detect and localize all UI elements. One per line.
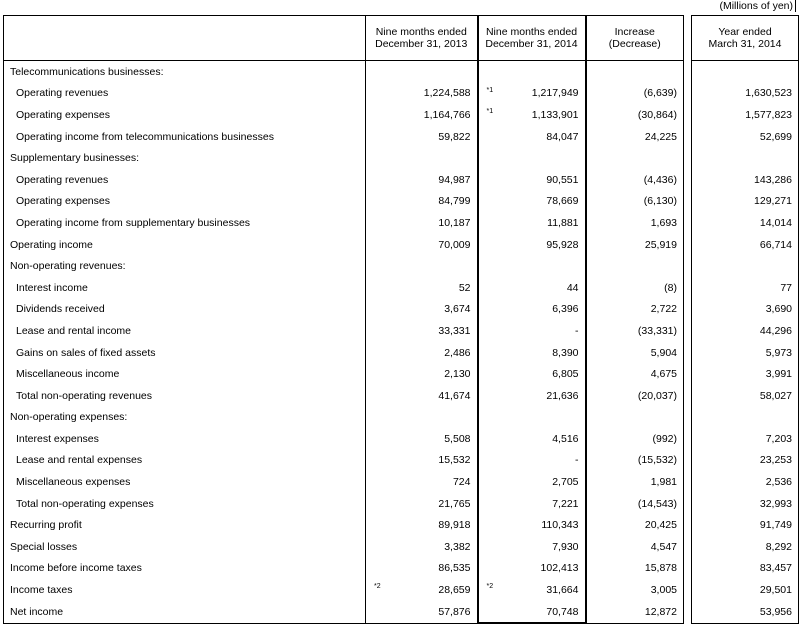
cell-value: 11,881 <box>547 216 579 229</box>
table-row <box>4 169 799 191</box>
cell-year-ended-2014: 1,577,823 <box>692 104 799 126</box>
cell-increase-decrease: (6,639) <box>586 83 684 105</box>
cell-nine-months-2013 <box>366 83 478 105</box>
cell-value: 21,765 <box>438 497 471 510</box>
cell-increase-decrease: 4,675 <box>586 363 684 385</box>
cell-year-ended-2014: 32,993 <box>692 493 799 515</box>
cell-year-ended-2014: 129,271 <box>692 191 799 213</box>
cell-nine-months-2013 <box>366 169 478 191</box>
cell-value: 1,133,901 <box>531 108 579 121</box>
header-gap <box>684 16 692 61</box>
cell-increase-decrease: (992) <box>586 428 684 450</box>
cell-nine-months-2013 <box>366 61 478 83</box>
cell-value: 1,164,766 <box>423 108 471 121</box>
cell-year-ended-2014: 23,253 <box>692 450 799 472</box>
column-gap <box>684 299 692 321</box>
cell-increase-decrease: 2,722 <box>586 299 684 321</box>
footnote-marker: *2 <box>486 583 494 591</box>
header-col2-text: Nine months ended December 31, 2014 <box>485 26 578 50</box>
cell-increase-decrease: (6,130) <box>586 191 684 213</box>
column-gap <box>684 191 692 213</box>
table-row <box>4 363 799 385</box>
table-row <box>4 579 799 601</box>
row-label: Total non-operating expenses <box>4 493 366 515</box>
cell-value: 7,221 <box>552 497 579 510</box>
header-col2 <box>478 16 586 61</box>
cell-increase-decrease <box>586 61 684 83</box>
cell-nine-months-2014 <box>478 104 586 126</box>
cell-nine-months-2013 <box>366 579 478 601</box>
cell-value: 90,551 <box>546 173 579 186</box>
cell-value: 2,705 <box>552 476 579 489</box>
row-label: Income taxes <box>4 579 366 601</box>
cell-nine-months-2014 <box>478 212 586 234</box>
header-label-cell <box>4 16 366 61</box>
column-gap <box>684 212 692 234</box>
cell-year-ended-2014: 83,457 <box>692 558 799 580</box>
row-label: Income before income taxes <box>4 558 366 580</box>
column-gap <box>684 407 692 429</box>
units-text: (Millions of yen) <box>719 0 796 12</box>
cell-nine-months-2014 <box>478 407 586 429</box>
cell-year-ended-2014: 66,714 <box>692 234 799 256</box>
cell-year-ended-2014: 3,991 <box>692 363 799 385</box>
cell-nine-months-2014 <box>478 126 586 148</box>
cell-year-ended-2014 <box>692 407 799 429</box>
cell-value: 70,009 <box>438 238 471 251</box>
row-label: Non-operating expenses: <box>4 407 366 429</box>
cell-nine-months-2013 <box>366 234 478 256</box>
header-col4-text: Year ended March 31, 2014 <box>708 26 782 50</box>
cell-increase-decrease: 15,878 <box>586 558 684 580</box>
table-row <box>4 428 799 450</box>
cell-increase-decrease <box>586 407 684 429</box>
cell-value: 7,930 <box>552 540 579 553</box>
cell-nine-months-2013 <box>366 385 478 407</box>
income-statement-table <box>3 15 799 624</box>
table-row <box>4 493 799 515</box>
row-label: Operating expenses <box>4 104 366 126</box>
cell-increase-decrease: (4,436) <box>586 169 684 191</box>
table-row <box>4 61 799 83</box>
cell-year-ended-2014 <box>692 255 799 277</box>
cell-value: 86,535 <box>438 562 471 575</box>
cell-nine-months-2013 <box>366 363 478 385</box>
column-gap <box>684 320 692 342</box>
row-label: Net income <box>4 601 366 624</box>
cell-increase-decrease: (14,543) <box>586 493 684 515</box>
cell-year-ended-2014: 143,286 <box>692 169 799 191</box>
cell-increase-decrease: (8) <box>586 277 684 299</box>
cell-value: - <box>575 454 579 467</box>
cell-nine-months-2014 <box>478 320 586 342</box>
cell-value: 2,486 <box>444 346 471 359</box>
cell-value: 2,130 <box>444 368 471 381</box>
cell-nine-months-2013 <box>366 450 478 472</box>
cell-value: 3,674 <box>444 303 471 316</box>
table-row <box>4 514 799 536</box>
cell-year-ended-2014: 58,027 <box>692 385 799 407</box>
cell-nine-months-2014 <box>478 342 586 364</box>
table-row <box>4 536 799 558</box>
cell-nine-months-2014 <box>478 83 586 105</box>
table-row <box>4 342 799 364</box>
cell-nine-months-2013 <box>366 514 478 536</box>
cell-increase-decrease: (30,864) <box>586 104 684 126</box>
row-label: Lease and rental expenses <box>4 450 366 472</box>
cell-value: 724 <box>452 476 471 489</box>
column-gap <box>684 601 692 624</box>
header-col1-text: Nine months ended December 31, 2013 <box>375 26 468 50</box>
cell-nine-months-2014 <box>478 277 586 299</box>
column-gap <box>684 450 692 472</box>
cell-nine-months-2013 <box>366 320 478 342</box>
cell-year-ended-2014 <box>692 147 799 169</box>
header-col1 <box>366 16 478 61</box>
row-label: Non-operating revenues: <box>4 255 366 277</box>
column-gap <box>684 385 692 407</box>
cell-value: 84,799 <box>438 195 471 208</box>
cell-increase-decrease: 4,547 <box>586 536 684 558</box>
column-gap <box>684 234 692 256</box>
cell-value: 102,413 <box>540 562 579 575</box>
cell-increase-decrease: 1,693 <box>586 212 684 234</box>
column-gap <box>684 514 692 536</box>
cell-value: 59,822 <box>438 130 471 143</box>
column-gap <box>684 104 692 126</box>
column-gap <box>684 363 692 385</box>
cell-year-ended-2014: 29,501 <box>692 579 799 601</box>
table-row <box>4 126 799 148</box>
row-label: Operating income from supplementary businesses <box>4 212 366 234</box>
cell-nine-months-2014 <box>478 579 586 601</box>
cell-nine-months-2014 <box>478 471 586 493</box>
cell-value: - <box>575 324 579 337</box>
cell-value: 57,876 <box>438 605 471 618</box>
table-row <box>4 255 799 277</box>
row-label: Operating revenues <box>4 83 366 105</box>
row-label: Miscellaneous expenses <box>4 471 366 493</box>
table-row <box>4 191 799 213</box>
cell-year-ended-2014: 91,749 <box>692 514 799 536</box>
row-label: Supplementary businesses: <box>4 147 366 169</box>
cell-increase-decrease <box>586 147 684 169</box>
cell-nine-months-2013 <box>366 212 478 234</box>
cell-nine-months-2013 <box>366 601 478 624</box>
cell-value: 3,382 <box>444 540 471 553</box>
column-gap <box>684 428 692 450</box>
cell-value: 6,805 <box>552 368 579 381</box>
cell-nine-months-2014 <box>478 601 586 624</box>
cell-nine-months-2014 <box>478 493 586 515</box>
cell-increase-decrease: 20,425 <box>586 514 684 536</box>
cell-value: 41,674 <box>438 389 471 402</box>
cell-nine-months-2014 <box>478 147 586 169</box>
cell-nine-months-2014 <box>478 558 586 580</box>
cell-year-ended-2014: 1,630,523 <box>692 83 799 105</box>
cell-increase-decrease: 3,005 <box>586 579 684 601</box>
cell-value: 44 <box>566 281 579 294</box>
cell-nine-months-2014 <box>478 385 586 407</box>
table-row <box>4 558 799 580</box>
column-gap <box>684 277 692 299</box>
footnote-marker: *2 <box>374 583 381 591</box>
row-label: Operating income <box>4 234 366 256</box>
cell-increase-decrease: 25,919 <box>586 234 684 256</box>
cell-year-ended-2014: 77 <box>692 277 799 299</box>
table-row <box>4 83 799 105</box>
cell-value: 84,047 <box>546 130 579 143</box>
row-label: Special losses <box>4 536 366 558</box>
header-row <box>4 16 799 61</box>
column-gap <box>684 493 692 515</box>
cell-nine-months-2013 <box>366 255 478 277</box>
footnote-marker: *1 <box>486 86 494 94</box>
cell-nine-months-2014 <box>478 428 586 450</box>
cell-nine-months-2014 <box>478 169 586 191</box>
row-label: Operating income from telecommunications businesses <box>4 126 366 148</box>
column-gap <box>684 83 692 105</box>
cell-value: 78,669 <box>546 195 579 208</box>
cell-year-ended-2014: 52,699 <box>692 126 799 148</box>
table-row <box>4 277 799 299</box>
cell-nine-months-2014 <box>478 363 586 385</box>
table-row <box>4 385 799 407</box>
table-row <box>4 320 799 342</box>
cell-nine-months-2014 <box>478 514 586 536</box>
cell-nine-months-2014 <box>478 191 586 213</box>
footnote-marker: *1 <box>486 108 494 116</box>
cell-value: 21,636 <box>546 389 579 402</box>
cell-increase-decrease: 1,981 <box>586 471 684 493</box>
column-gap <box>684 558 692 580</box>
column-gap <box>684 255 692 277</box>
column-gap <box>684 342 692 364</box>
cell-increase-decrease <box>586 255 684 277</box>
cell-value: 28,659 <box>438 584 471 597</box>
cell-value: 89,918 <box>438 519 471 532</box>
cell-nine-months-2013 <box>366 299 478 321</box>
cell-nine-months-2013 <box>366 147 478 169</box>
cell-nine-months-2014 <box>478 234 586 256</box>
cell-value: 6,396 <box>552 303 579 316</box>
cell-year-ended-2014: 5,973 <box>692 342 799 364</box>
row-label: Total non-operating revenues <box>4 385 366 407</box>
cell-year-ended-2014: 14,014 <box>692 212 799 234</box>
column-gap <box>684 147 692 169</box>
cell-nine-months-2013 <box>366 407 478 429</box>
cell-increase-decrease: 24,225 <box>586 126 684 148</box>
row-label: Telecommunications businesses: <box>4 61 366 83</box>
cell-value: 31,664 <box>546 584 579 597</box>
header-col3 <box>586 16 684 61</box>
cell-nine-months-2013 <box>366 126 478 148</box>
cell-nine-months-2013 <box>366 558 478 580</box>
header-col3-text: Increase (Decrease) <box>608 26 661 50</box>
column-gap <box>684 169 692 191</box>
row-label: Interest income <box>4 277 366 299</box>
row-label: Operating expenses <box>4 191 366 213</box>
row-label: Lease and rental income <box>4 320 366 342</box>
cell-value: 70,748 <box>546 605 579 618</box>
cell-year-ended-2014: 53,956 <box>692 601 799 624</box>
cell-nine-months-2014 <box>478 299 586 321</box>
table-row <box>4 601 799 624</box>
cell-value: 1,217,949 <box>531 87 579 100</box>
row-label: Gains on sales of fixed assets <box>4 342 366 364</box>
cell-year-ended-2014: 44,296 <box>692 320 799 342</box>
row-label: Dividends received <box>4 299 366 321</box>
cell-year-ended-2014: 7,203 <box>692 428 799 450</box>
table-row <box>4 147 799 169</box>
cell-increase-decrease: (33,331) <box>586 320 684 342</box>
table-row <box>4 450 799 472</box>
cell-nine-months-2014 <box>478 61 586 83</box>
cell-value: 52 <box>458 281 471 294</box>
cell-nine-months-2013 <box>366 191 478 213</box>
row-label: Operating revenues <box>4 169 366 191</box>
column-gap <box>684 536 692 558</box>
table-row <box>4 471 799 493</box>
cell-nine-months-2013 <box>366 104 478 126</box>
column-gap <box>684 61 692 83</box>
table-row <box>4 234 799 256</box>
row-label: Miscellaneous income <box>4 363 366 385</box>
cell-nine-months-2013 <box>366 536 478 558</box>
units-caption <box>719 0 796 12</box>
column-gap <box>684 579 692 601</box>
cell-value: 33,331 <box>438 324 471 337</box>
cell-increase-decrease: 12,872 <box>586 601 684 624</box>
table-row <box>4 104 799 126</box>
header-col4 <box>692 16 799 61</box>
cell-value: 8,390 <box>552 346 579 359</box>
row-label: Recurring profit <box>4 514 366 536</box>
cell-nine-months-2014 <box>478 255 586 277</box>
cell-year-ended-2014: 3,690 <box>692 299 799 321</box>
cell-nine-months-2013 <box>366 277 478 299</box>
column-gap <box>684 126 692 148</box>
table-row <box>4 407 799 429</box>
cell-nine-months-2013 <box>366 493 478 515</box>
cell-value: 110,343 <box>541 519 579 532</box>
cell-value: 1,224,588 <box>423 87 471 100</box>
table-row <box>4 212 799 234</box>
cell-increase-decrease: 5,904 <box>586 342 684 364</box>
cell-year-ended-2014: 8,292 <box>692 536 799 558</box>
cell-value: 10,187 <box>438 216 471 229</box>
cell-nine-months-2013 <box>366 428 478 450</box>
cell-value: 95,928 <box>546 238 579 251</box>
cell-value: 5,508 <box>444 432 471 445</box>
cell-nine-months-2013 <box>366 342 478 364</box>
cell-year-ended-2014 <box>692 61 799 83</box>
cell-nine-months-2014 <box>478 536 586 558</box>
row-label: Interest expenses <box>4 428 366 450</box>
cell-increase-decrease: (20,037) <box>586 385 684 407</box>
cell-nine-months-2013 <box>366 471 478 493</box>
cell-value: 4,516 <box>552 432 579 445</box>
cell-increase-decrease: (15,532) <box>586 450 684 472</box>
column-gap <box>684 471 692 493</box>
cell-year-ended-2014: 2,536 <box>692 471 799 493</box>
cell-value: 15,532 <box>438 454 471 467</box>
table-row <box>4 299 799 321</box>
cell-value: 94,987 <box>438 173 471 186</box>
cell-nine-months-2014 <box>478 450 586 472</box>
